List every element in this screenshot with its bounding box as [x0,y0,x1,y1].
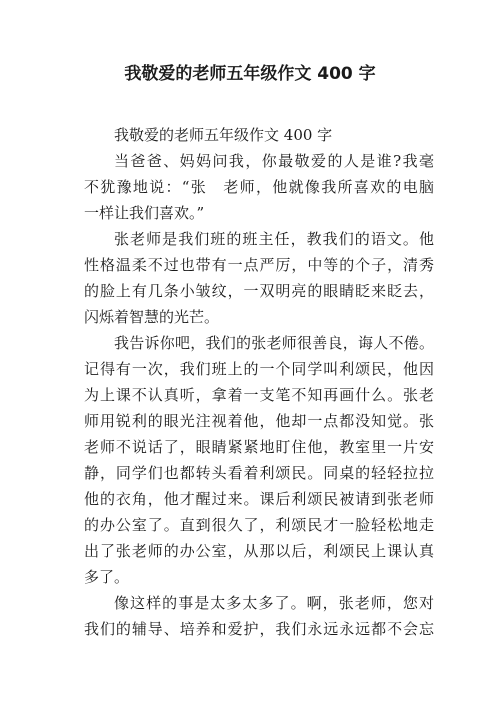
text-line: 一样让我们喜欢。” [84,204,205,222]
document-body [84,122,434,642]
text-line: 的脸上有几条小皱纹，一双明亮的眼睛眨来眨去， [84,282,434,300]
text-line: 张老师是我们班的班主任，教我们的语文。他 [114,230,434,248]
text-line-subtitle: 我敬爱的老师五年级作文 400 字 [114,126,333,144]
text-line: 像这样的事是太多太多了。啊，张老师，您对 [114,594,434,612]
text-line: 静，同学们也都转头看着利颂民。同桌的轻轻拉拉 [84,464,434,482]
text-line: 多了。 [84,568,130,586]
text-line: 我们的辅导、培养和爱护，我们永远永远都不会忘 [84,620,434,638]
text-line: 师用锐利的眼光注视着他，他却一点都没知觉。张 [84,412,434,430]
text-line: 性格温柔不过也带有一点严厉，中等的个子，清秀 [84,256,434,274]
text-line: 当爸爸、妈妈问我，你最敬爱的人是谁?我毫 [114,152,434,170]
text-line: 记得有一次，我们班上的一个同学叫利颂民，他因 [84,360,434,378]
text-line: 为上课不认真听，拿着一支笔不知再画什么。张老 [84,386,434,404]
text-line: 不犹豫地说：“张 老师，他就像我所喜欢的电脑 [84,178,434,196]
text-line: 他的衣角，他才醒过来。课后利颂民被请到张老师 [84,490,434,508]
text-line: 我告诉你吧，我们的张老师很善良，诲人不倦。 [114,334,434,352]
document-title: 我敬爱的老师五年级作文 400 字 [124,64,376,84]
text-line: 的办公室了。直到很久了，利颂民才一脸轻松地走 [84,516,434,534]
text-line: 老师不说话了，眼睛紧紧地盯住他，教室里一片安 [84,438,434,456]
text-line: 出了张老师的办公室，从那以后，利颂民上课认真 [84,542,434,560]
text-line: 闪烁着智慧的光芒。 [84,308,220,326]
